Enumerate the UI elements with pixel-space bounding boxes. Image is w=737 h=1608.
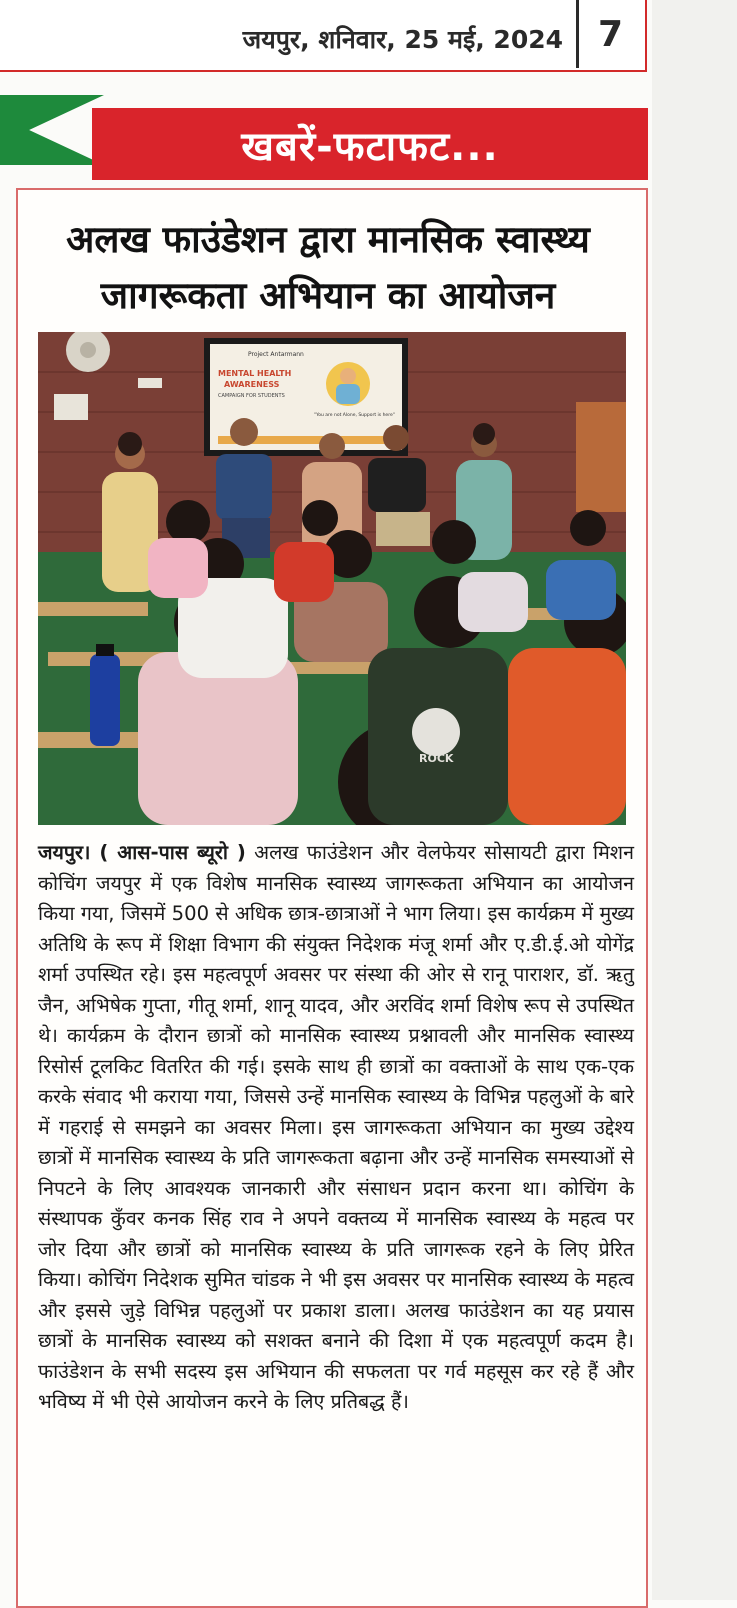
screen-subtitle: CAMPAIGN FOR STUDENTS (218, 393, 285, 399)
section-arrow-icon (0, 95, 104, 165)
headline-line-1: अलख फाउंडेशन द्वारा मानसिक स्वास्थ्य (66, 218, 590, 261)
article-photo (38, 332, 626, 825)
event-photo-illustration (38, 332, 626, 825)
article-body (38, 838, 634, 1418)
screen-tagline: "You are not Alone, Support is here" (314, 413, 395, 418)
screen-project: Project Antarmann (248, 351, 304, 358)
page-header (0, 0, 647, 72)
shirt-print: ROCK (419, 752, 454, 765)
article-dateline: जयपुर। ( आस-पास ब्यूरो ) (38, 841, 246, 864)
section-banner (92, 108, 648, 180)
page-margin-strip (652, 0, 737, 1600)
headline-line-2: जागरूकता अभियान का आयोजन (100, 274, 556, 317)
screen-title-2: AWARENESS (224, 380, 280, 389)
issue-date: जयपुर, शनिवार, 25 मई, 2024 (242, 25, 563, 54)
page-number: 7 (597, 14, 623, 55)
section-title: खबरें-फटाफट... (241, 123, 499, 170)
article-text: अलख फाउंडेशन और वेलफेयर सोसायटी द्वारा मिशन कोचिंग जयपुर में एक विशेष मानसिक स्वास्थ्य जागरूकता अभियान का आयोजन किया गया, जिसमें 500 से अधिक छात्र-छात्राओं ने भाग लिया। इस कार्यक्रम में मुख्य अतिथि के रूप में शिक्षा विभाग की संयुक्त निदेशक मंजू शर्मा और ए.डी.ई.ओ योगेंद्र शर्मा उपस्थित रहे। इस महत्वपूर्ण अवसर पर संस्था की ओर से रानू पाराशर, डॉ. ऋतु जैन, अभिषेक गुप्ता, गीतू शर्मा, शानू यादव, और अरविंद शर्मा विशेष रूप से उपस्थित थे। कार्यक्रम के दौरान छात्रों को मानसिक स्वास्थ्य प्रश्नावली और मानसिक स्वास्थ्य रिसोर्स टूलकिट वितरित की गई। इसके साथ ही छात्रों का वक्ताओं के साथ एक-एक करके संवाद भी कराया गया, जिससे उन्हें मानसिक स्वास्थ्य के विभिन्न पहलुओं के बारे में गहराई से समझने का अवसर मिला। इस जागरूकता अभियान का मुख्य उद्देश्य छात्रों में मानसिक स्वास्थ्य के प्रति जागरूकता बढ़ाना और उन्हें मानसिक समस्याओं से निपटने के लिए आवश्यक जानकारी और संसाधन प्रदान करना था। कोचिंग के संस्थापक कुँवर कनक सिंह राव ने अपने वक्तव्य में मानसिक स्वास्थ्य के महत्व पर जोर दिया और छात्रों को मानसिक स्वास्थ्य के प्रति जागरूक रहने के लिए प्रेरित किया। कोचिंग निदेशक सुमित चांडक ने भी इस अवसर पर मानसिक स्वास्थ्य के महत्व और इससे जुड़े विभिन्न पहलुओं पर प्रकाश डाला। अलख फाउंडेशन का यह प्रयास छात्रों के मानसिक स्वास्थ्य को सशक्त बनाने की दिशा में एक महत्वपूर्ण कदम है। फाउंडेशन के सभी सदस्य इस अभियान की सफलता पर गर्व महसूस कर रहे हैं और भविष्य में भी ऐसे आयोजन करने के लिए प्रतिबद्ध हैं। (38, 841, 634, 1413)
screen-title-1: MENTAL HEALTH (218, 369, 292, 378)
header-divider (576, 0, 579, 68)
article-headline (30, 212, 626, 324)
